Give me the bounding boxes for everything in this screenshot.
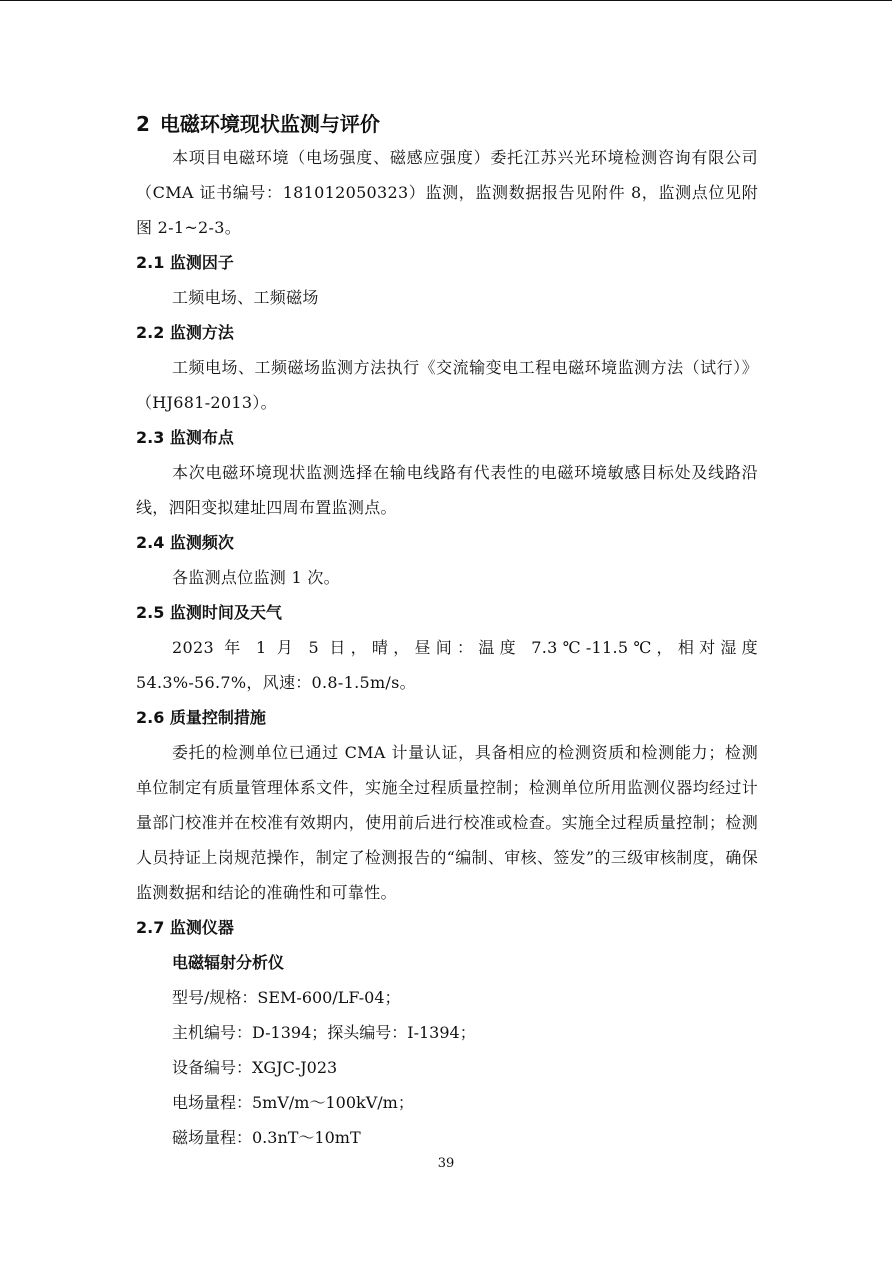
instrument-device-number: 设备编号：XGJC-J023 [172, 1058, 338, 1077]
section-heading-2-4: 2.4 监测频次 [136, 533, 234, 552]
chapter-title: 电磁环境现状监测与评价 [159, 112, 380, 136]
document-body [136, 108, 758, 1155]
chapter-heading [136, 108, 758, 140]
page-top-border [0, 0, 892, 1]
instrument-name: 电磁辐射分析仪 [172, 953, 285, 972]
instrument-magnetic-range: 磁场量程：0.3nT～10mT [172, 1128, 361, 1147]
section-text-2-4: 各监测点位监测 1 次。 [172, 568, 340, 587]
section-text-2-1: 工频电场、工频磁场 [172, 288, 319, 307]
intro-paragraph: 本项目电磁环境（电场强度、磁感应强度）委托江苏兴光环境检测咨询有限公司（CMA 证书编号：181012050323）监测，监测数据报告见附件 8，监测点位见附图 2-1~2-3。 [136, 148, 758, 237]
section-heading-2-6: 2.6 质量控制措施 [136, 708, 266, 727]
section-text-2-2: 工频电场、工频磁场监测方法执行《交流输变电工程电磁环境监测方法（试行）》（HJ681-2013）。 [136, 358, 758, 412]
instrument-model: 型号/规格：SEM-600/LF-04； [172, 988, 401, 1007]
page-number: 39 [437, 1156, 455, 1171]
section-heading-2-5: 2.5 监测时间及天气 [136, 603, 282, 622]
section-heading-2-1: 2.1 监测因子 [136, 253, 234, 272]
section-text-2-6: 委托的检测单位已通过 CMA 计量认证，具备相应的检测资质和检测能力；检测单位制定有质量管理体系文件，实施全过程质量控制；检测单位所用监测仪器均经过计量部门校准并在校准有效期内，使用前后进行校准或检查。实施全过程质量控制；检测人员持证上岗规范操作，制定了检测报告的“编制、审核、签发”的三级审核制度，确保监测数据和结论的准确性和可靠性。 [136, 743, 758, 902]
section-text-2-5: 2023 年 1 月 5 日，晴，昼间：温度 7.3℃-11.5℃，相对湿度 54.3%-56.7%，风速：0.8-1.5m/s。 [136, 638, 758, 692]
section-heading-2-7: 2.7 监测仪器 [136, 918, 234, 937]
section-heading-2-3: 2.3 监测布点 [136, 428, 234, 447]
instrument-electric-range: 电场量程：5mV/m～100kV/m； [172, 1093, 414, 1112]
section-heading-2-2: 2.2 监测方法 [136, 323, 234, 342]
section-text-2-3: 本次电磁环境现状监测选择在输电线路有代表性的电磁环境敏感目标处及线路沿线，泗阳变拟建址四周布置监测点。 [136, 463, 758, 517]
chapter-number: 2 [136, 112, 150, 136]
instrument-serials: 主机编号：D-1394；探头编号：I-1394； [172, 1023, 476, 1042]
